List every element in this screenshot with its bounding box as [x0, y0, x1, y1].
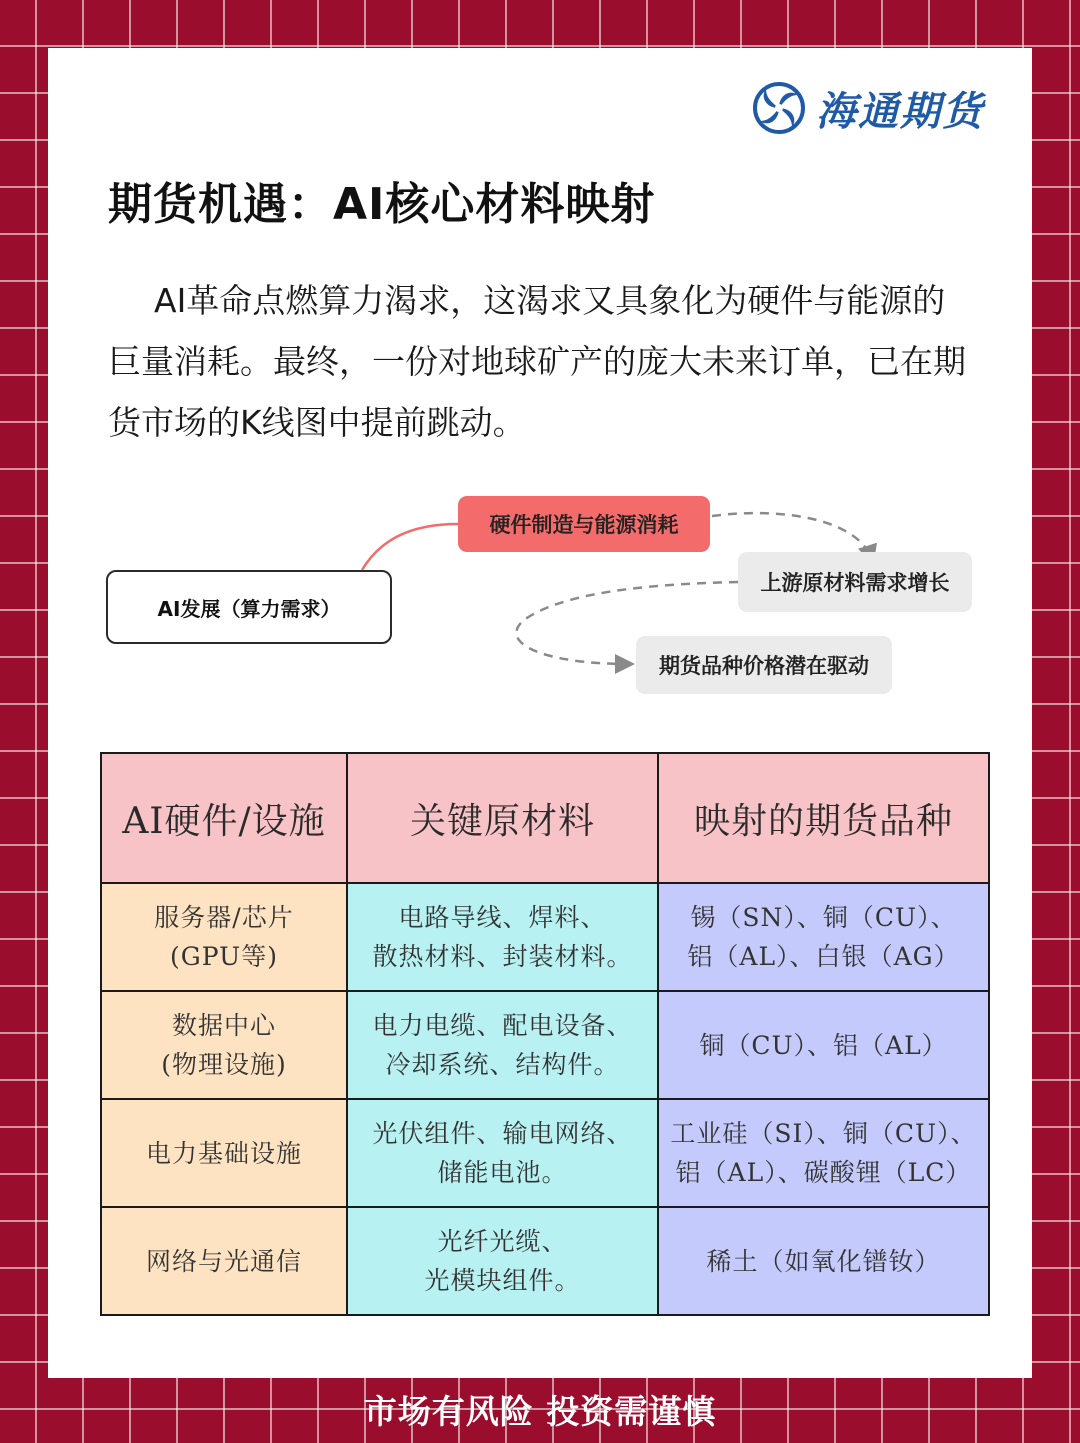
cell-materials: 光伏组件、输电网络、 储能电池。 [347, 1099, 658, 1207]
cell-facility: 网络与光通信 [101, 1207, 347, 1315]
table-row [101, 1099, 989, 1207]
header-materials: 关键原材料 [347, 753, 658, 883]
table-row [101, 1207, 989, 1315]
cell-materials: 电路导线、焊料、 散热材料、封装材料。 [347, 883, 658, 991]
cell-futures: 稀土（如氧化镨钕） [658, 1207, 989, 1315]
cell-materials: 光纤光缆、 光模块组件。 [347, 1207, 658, 1315]
flow-node-hardware-energy: 硬件制造与能源消耗 [458, 496, 710, 552]
intro-paragraph: AI革命点燃算力渴求，这渴求又具象化为硬件与能源的巨量消耗。最终，一份对地球矿产的庞大未来订单，已在期货市场的K线图中提前跳动。 [108, 281, 966, 442]
cell-facility: 电力基础设施 [101, 1099, 347, 1207]
page-title: 期货机遇：AI核心材料映射 [108, 179, 656, 230]
cell-futures: 工业硅（SI）、铜（CU）、 铝（AL）、碳酸锂（LC） [658, 1099, 989, 1207]
cell-futures: 锡（SN）、铜（CU）、 铝（AL）、白银（AG） [658, 883, 989, 991]
cell-facility: 数据中心 (物理设施) [101, 991, 347, 1099]
table-header-row [101, 753, 989, 883]
flow-node-futures-price: 期货品种价格潜在驱动 [636, 636, 892, 694]
brand-swirl-icon [752, 81, 806, 135]
mapping-table [100, 752, 990, 1316]
flow-node-upstream-materials: 上游原材料需求增长 [738, 552, 972, 612]
brand-logo [752, 80, 984, 136]
cell-materials: 电力电缆、配电设备、 冷却系统、结构件。 [347, 991, 658, 1099]
flow-node-ai-development: AI发展（算力需求） [106, 570, 392, 644]
header-facility: AI硬件/设施 [101, 753, 347, 883]
risk-disclaimer: 市场有风险 投资需谨慎 [363, 1392, 717, 1431]
cell-futures: 铜（CU）、铝（AL） [658, 991, 989, 1099]
table-row [101, 883, 989, 991]
table-row [101, 991, 989, 1099]
header-futures: 映射的期货品种 [658, 753, 989, 883]
cell-facility: 服务器/芯片 (GPU等) [101, 883, 347, 991]
brand-name: 海通期货 [816, 87, 984, 135]
